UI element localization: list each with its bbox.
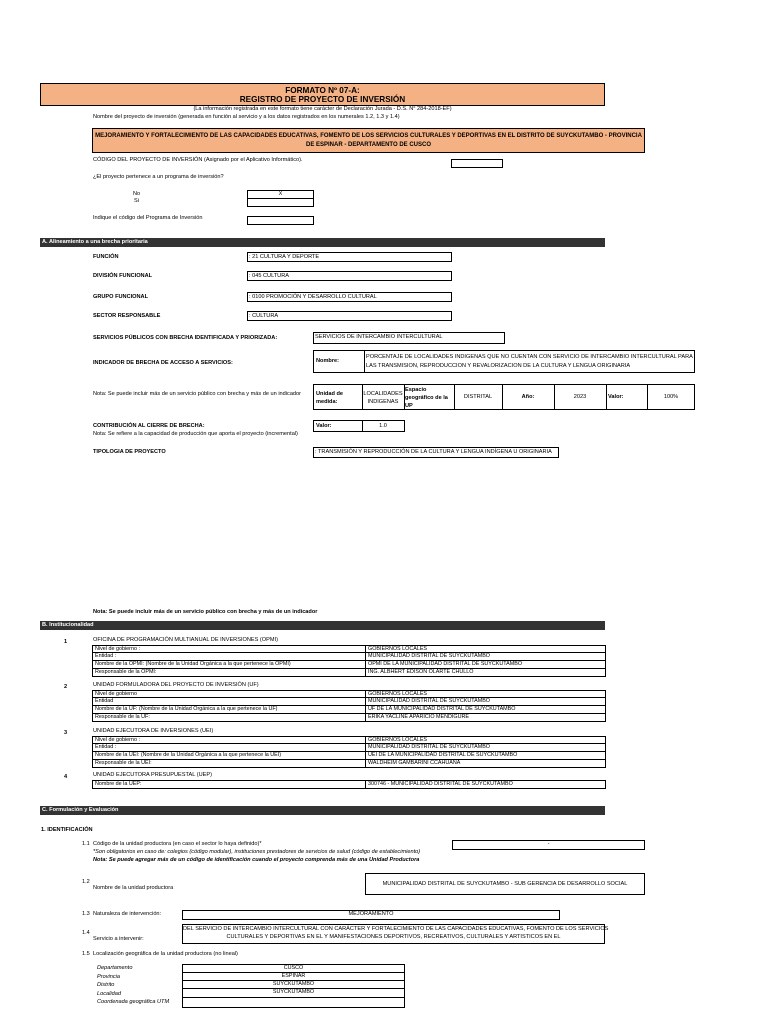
identificacion-title: 1. IDENTIFICACIÓN xyxy=(41,827,93,833)
loc-label-departamento: Departamento xyxy=(97,965,133,971)
valor-value: 100% xyxy=(663,394,679,400)
n11-num: 1.1 xyxy=(82,841,90,847)
project-code-field[interactable] xyxy=(451,159,503,168)
table-row: Nivel de gobierno : GOBIERNOS LOCALES xyxy=(92,645,606,653)
unit-name-field[interactable]: MUNICIPALIDAD DISTRITAL DE SUYCKUTAMBO - SUB GERENCIA DE DESARROLLO SOCIAL xyxy=(365,873,645,895)
sector-label: SECTOR RESPONSABLE xyxy=(93,313,161,319)
loc-label-utm: Coordenada geográfica UTM xyxy=(97,999,170,1005)
anio-value: 2023 xyxy=(573,394,587,400)
espacio-value: DISTRITAL xyxy=(463,394,493,400)
loc-label-localidad: Localidad xyxy=(97,991,121,997)
n11-label: Código de la unidad productora (en caso el sector lo haya definido)* xyxy=(93,841,262,847)
intervention-field[interactable]: MEJORAMIENTO xyxy=(182,910,560,920)
block4-num: 4 xyxy=(64,774,68,780)
n12-num: 1.2 xyxy=(82,879,90,885)
table-row: Nombre de la UEP: 300746 - MUNICIPALIDAD DISTRITAL DE SUYCKUTAMBO xyxy=(92,780,606,789)
n11-note2: Nota: Se puede agregar más de un código de identificación cuando el proyecto comprenda más de una Unidad Productora xyxy=(93,857,420,863)
espacio-label: Espacio geográfico de la UP xyxy=(405,387,448,409)
loc-value-provincia[interactable]: ESPINAR xyxy=(182,973,405,981)
project-code-label: CÓDIGO DEL PROYECTO DE INVERSIÓN (Asignado por el Aplicativo Informático). xyxy=(93,157,303,163)
tipologia-label: TIPOLOGIA DE PROYECTO xyxy=(93,449,166,455)
loc-value-utm[interactable] xyxy=(182,998,405,1008)
section-b-header: B. Institucionalidad xyxy=(40,621,605,630)
table-row: Entidad MUNICIPALIDAD DISTRITAL DE SUYCKUTAMBO xyxy=(92,698,606,706)
indicador-label: INDICADOR DE BRECHA DE ACCESO A SERVICIOS: xyxy=(93,360,233,366)
loc-value-departamento[interactable]: CUSCO xyxy=(182,964,405,973)
project-name-line1: MEJORAMIENTO Y FORTALECIMIENTO DE LAS CAPACIDADES EDUCATIVAS, FOMENTO DE LOS SERVICIOS CULTURALES Y DEPORTIVAS EN EL DISTRITO DE SUYCKUTAMBO - PROVINCIA xyxy=(95,133,642,139)
form-subtitle: REGISTRO DE PROYECTO DE INVERSIÓN xyxy=(239,95,406,104)
unidad-value: LOCALIDADES INDIGENAS xyxy=(363,391,403,405)
table-row: Responsable de la UEI: WALDHEIM GAMBARINI CCAHUANA xyxy=(92,760,606,768)
anio-label: Año: xyxy=(521,394,535,400)
section-c-header: C. Formulación y Evaluación xyxy=(40,806,605,815)
service-field[interactable] xyxy=(182,924,609,944)
division-value[interactable]: : 045 CULTURA xyxy=(247,271,452,281)
funcion-value[interactable]: : 21 CULTURA Y DEPORTE xyxy=(247,252,452,262)
servicios-label: SERVICIOS PÚBLICOS CON BRECHA IDENTIFICADA Y PRIORIZADA: xyxy=(93,335,278,341)
table-row: Responsable de la UF: ERIKA YACLINE APARICIO MENDIGURE xyxy=(92,714,606,722)
table-row: Entidad : MUNICIPALIDAD DISTRITAL DE SUYCKUTAMBO xyxy=(92,744,606,752)
n14-num: 1.4 xyxy=(82,930,90,936)
form-title: FORMATO Nº 07-A: xyxy=(285,86,360,95)
nombre-value-line1: PORCENTAJE DE LOCALIDADES INDIGENAS QUE NO CUENTAN CON SERVICIO DE INTERCAMBIO INTERCULTURAL PARA xyxy=(366,354,693,360)
block2-num: 2 xyxy=(64,684,68,690)
contribucion-valor-label: Valor: xyxy=(316,423,332,429)
project-name-box xyxy=(92,128,645,153)
table-row: Nombre de la OPMI: (Nombre de la Unidad Orgánica a la que pertenece la OPMI) OPMI DE LA MUNICIPALIDAD DISTRITAL DE SUYCKUTAMBO xyxy=(92,661,606,669)
funcion-label: FUNCIÓN xyxy=(93,254,119,260)
declaration-note: (La información registrada en este formato tiene carácter de Declaración Jurada - D.S. N° 284-2018-EF) xyxy=(193,106,452,112)
contribucion-label: CONTRIBUCIÓN AL CIERRE DE BRECHA: xyxy=(93,423,205,429)
nota-bottom: Nota: Se puede incluir más de un servicio público con brecha y más de un indicador xyxy=(93,609,318,615)
n15-num: 1.5 xyxy=(82,951,90,957)
medida-table xyxy=(313,384,695,410)
contribucion-box xyxy=(313,420,405,432)
contribucion-note: Nota: Se refiere a la capacidad de producción que aporta el proyecto (incremental) xyxy=(93,431,298,437)
section-a-header: A. Alineamiento a una brecha prioritaria xyxy=(40,238,605,247)
nombre-value-line2: LAS TRANSMISION, REPRODUCCION Y REVALORIZACION DE LA CULTURA Y LENGUA ORIGINARIA xyxy=(366,363,631,369)
program-question: ¿El proyecto pertenece a un programa de inversión? xyxy=(93,174,224,180)
unit-code-field[interactable]: - xyxy=(452,840,645,850)
project-name-line2: DE ESPINAR - DEPARTAMENTO DE CUSCO xyxy=(305,142,431,148)
si-label: Si xyxy=(134,198,139,204)
loc-value-distrito[interactable]: SUYCKUTAMBO xyxy=(182,981,405,989)
table-row: Entidad : MUNICIPALIDAD DISTRITAL DE SUYCKUTAMBO xyxy=(92,653,606,661)
table-row: Nombre de la UEI: (Nombre de la Unidad Orgánica a la que pertenece la UEI) UEI DE LA MUNICIPALIDAD DISTRITAL DE SUYCKUTAMBO xyxy=(92,752,606,760)
medida-div6 xyxy=(606,385,607,409)
form-title-box xyxy=(40,83,605,106)
division-label: DIVISIÓN FUNCIONAL xyxy=(93,273,153,279)
nombre-divider xyxy=(364,351,365,372)
block2-title: UNIDAD FORMULADORA DEL PROYECTO DE INVERSIÓN (UF) xyxy=(93,682,259,688)
n15-label: Localización geográfica de la unidad productora (no lineal) xyxy=(93,951,238,957)
loc-label-distrito: Distrito xyxy=(97,982,115,988)
grupo-label: GRUPO FUNCIONAL xyxy=(93,294,149,300)
service-line1: DEL SERVICIO DE INTERCAMBIO INTERCULTURAL CON CARÁCTER Y FORTALECIMIENTO DE LAS CAPACIDADES EDUCATIVAS, FOMENTO DE LOS SERVICIOS xyxy=(183,926,609,932)
table-row: Nivel de gobierno : GOBIERNOS LOCALES xyxy=(92,736,606,744)
si-checkbox[interactable] xyxy=(247,198,314,207)
loc-value-localidad[interactable]: SUYCKUTAMBO xyxy=(182,989,405,998)
no-check-mark: X xyxy=(278,191,283,197)
nota-servicios: Nota: Se puede incluir más de un servicio público con brecha y más de un indicador xyxy=(93,391,302,397)
n12-label: Nombre de la unidad productora xyxy=(93,885,174,891)
program-code-field[interactable] xyxy=(247,216,314,225)
servicios-value[interactable]: SERVICIOS DE INTERCAMBIO INTERCULTURAL xyxy=(313,332,505,344)
sector-value[interactable]: : CULTURA xyxy=(247,311,452,321)
no-label: No xyxy=(133,191,141,197)
loc-label-provincia: Provincia xyxy=(97,974,121,980)
block1-num: 1 xyxy=(64,639,68,645)
table-row: Responsable de la OPMI: ING. ALBHERT EDISON OLARTE CHULLO xyxy=(92,669,606,677)
program-code-label: Indique el código del Programa de Inversión xyxy=(93,215,203,221)
service-line2: CULTURALES Y DEPORTIVAS EN EL Y MANIFESTACIONES DEPORTIVOS, RECREATIVOS, CULTURALES Y ARTISTICOS EN EL xyxy=(226,934,561,940)
n14-label: Servicio a intervenir: xyxy=(93,936,144,942)
table-row: Nombre de la UF: (Nombre de la Unidad Orgánica a la que pertenece la UF) UF DE LA MUNICIPALIDAD DISTRITAL DE SUYCKUTAMBO xyxy=(92,706,606,714)
indicador-table xyxy=(313,350,695,373)
valor-label: Valor: xyxy=(608,394,624,400)
n13-num: 1.3 xyxy=(82,911,90,917)
block1-title: OFICINA DE PROGRAMACIÓN MULTIANUAL DE INVERSIONES (OPMI) xyxy=(93,637,278,643)
block3-title: UNIDAD EJECUTORA DE INVERSIONES (UEI) xyxy=(93,728,214,734)
block4-title: UNIDAD EJECUTORA PRESUPUESTAL (UEP) xyxy=(93,772,212,778)
tipologia-value[interactable]: : TRANSMISIÓN Y REPRODUCCIÓN DE LA CULTURA Y LENGUA INDÍGENA U ORIGINARIA xyxy=(313,447,559,458)
contribucion-valor[interactable]: 1.0 xyxy=(379,423,387,429)
n13-label: Naturaleza de intervención: xyxy=(93,911,162,917)
grupo-value[interactable]: : 0100 PROMOCIÓN Y DESARROLLO CULTURAL xyxy=(247,292,452,302)
n11-note1: *Son obligatorios en caso de: colegios (código modular), instituciones prestadores de servicios de salud (código de establecimiento) xyxy=(93,849,421,855)
table-row: Nivel de gobierno GOBIERNOS LOCALES xyxy=(92,690,606,698)
project-name-label: Nombre del proyecto de inversión (generada en función al servicio y a los datos registrados en los numerales 1.2, 1.3 y 1.4) xyxy=(93,114,400,120)
nombre-label: Nombre: xyxy=(316,358,339,364)
unidad-label: Unidad de medida: xyxy=(316,391,344,405)
block3-num: 3 xyxy=(64,730,68,736)
